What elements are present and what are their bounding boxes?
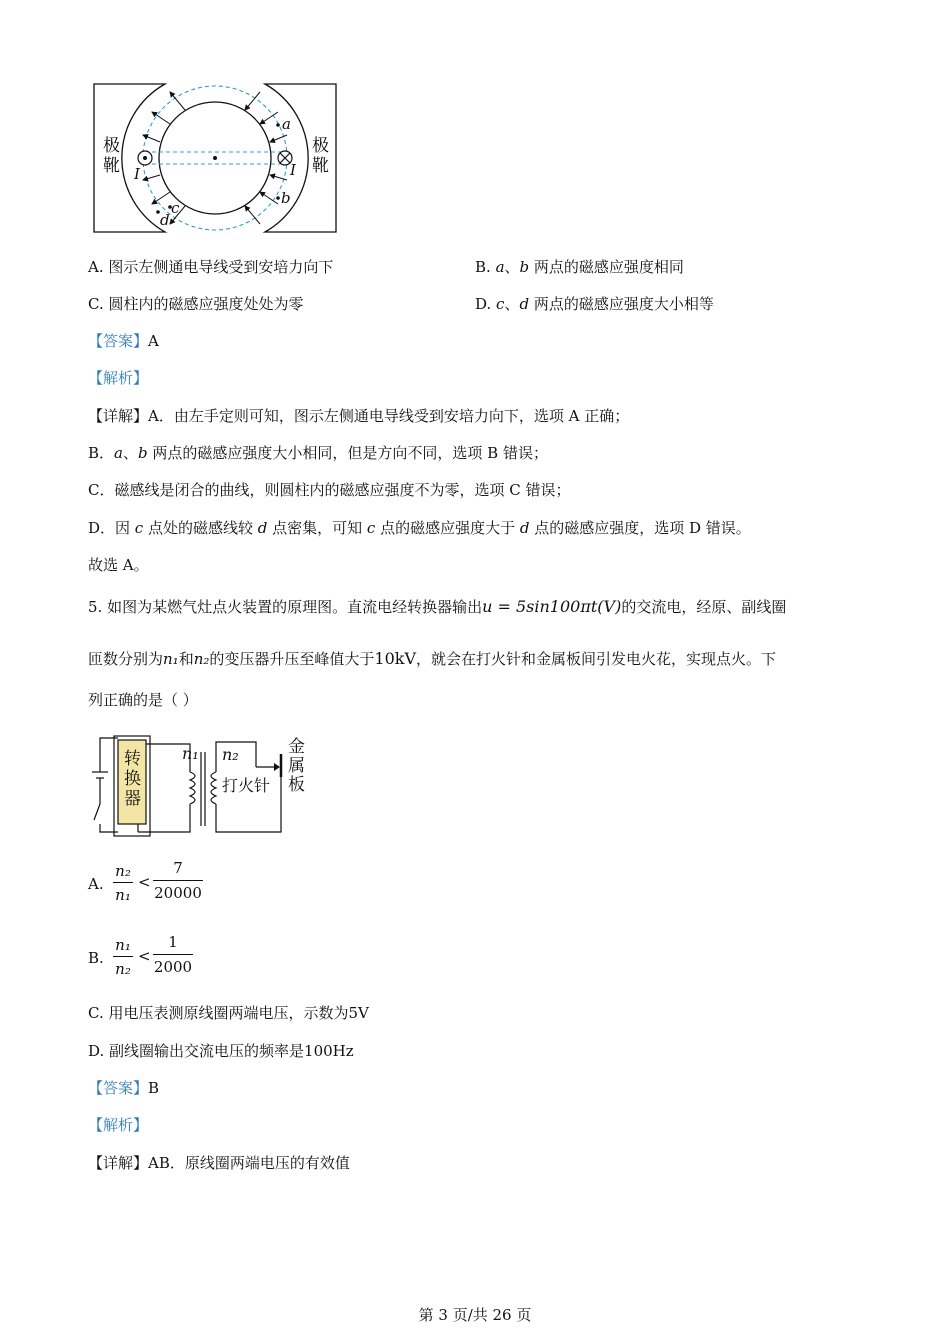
q5-option-d: D. 副线圈输出交流电压的频率是100Hz [88, 1042, 354, 1060]
plate-label-2: 属 [288, 756, 305, 776]
point-c-label: c [171, 199, 180, 217]
q5-option-c: C. 用电压表测原线圈两端电压，示数为5V [88, 1004, 369, 1022]
n2-coil-label: n₂ [222, 745, 239, 764]
q5-option-a-rhs-line [153, 880, 203, 881]
current-left-label: I [134, 165, 140, 183]
q4-answer: 【答案】A [88, 332, 159, 350]
q5-option-b-label: B. [88, 949, 104, 967]
point-d-label: d [160, 211, 170, 229]
q4-detail-c: C．磁感线是闭合的曲线，则圆柱内的磁感应强度不为零，选项 C 错误； [88, 481, 571, 499]
plate-label-3: 板 [288, 775, 305, 795]
q4-option-b: B. a、b 两点的磁感应强度相同 [475, 258, 684, 276]
right-pole-label-2: 靴 [312, 156, 329, 176]
q5-stem-line2: 匝数分别为n₁和n₂的变压器升压至峰值大于10kV，就会在打火针和金属板间引发电火花，实现点火。下 [88, 649, 777, 668]
q4-analysis-tag: 【解析】 [88, 369, 149, 387]
q5-option-b-rhs-num: 1 [168, 933, 178, 951]
plate-label-1: 金 [288, 737, 305, 757]
q4-option-d: D. c、d 两点的磁感应强度大小相等 [475, 295, 714, 313]
q4-detail-d: D．因 c 点处的磁感线较 d 点密集，可知 c 点的磁感应强度大于 d 点的磁感应强度，选项 D 错误。 [88, 519, 751, 537]
q5-analysis-tag: 【解析】 [88, 1116, 149, 1134]
converter-label-2: 换 [124, 769, 141, 789]
q5-option-b-rhs-den: 2000 [153, 958, 193, 976]
q5-stem-line1: 5. 如图为某燃气灶点火装置的原理图。直流电经转换器输出u = 5sin100πt(V)的交流电，经原、副线圈 [88, 597, 787, 616]
q5-option-a-frac-num: n₂ [115, 862, 131, 880]
converter-label-1: 转 [124, 749, 141, 769]
q4-option-a: A. 图示左侧通电导线受到安培力向下 [88, 258, 334, 276]
q5-option-b-frac-den: n₂ [115, 960, 131, 978]
right-pole-label-1: 极 [312, 136, 329, 156]
q5-option-a-frac-line [113, 882, 133, 883]
q4-detail-a: 【详解】A．由左手定则可知，图示左侧通电导线受到安培力向下，选项 A 正确； [88, 407, 630, 425]
q5-option-a-rhs-num: 7 [173, 859, 183, 877]
ignition-circuit-figure [88, 732, 318, 842]
q5-option-b-frac-num: n₁ [115, 936, 131, 954]
q5-option-a-op: < [138, 873, 151, 891]
left-pole-label-2: 靴 [103, 156, 120, 176]
q5-option-b-op: < [138, 947, 151, 965]
current-right-label: I [290, 161, 296, 179]
q5-option-b-frac-line [113, 956, 133, 957]
q5-stem-line3: 列正确的是（ ） [88, 691, 198, 709]
pole-shoe-figure [90, 80, 340, 240]
q5-option-a-label: A. [88, 875, 104, 893]
q5-answer: 【答案】B [88, 1079, 160, 1097]
q4-conclusion: 故选 A。 [88, 556, 149, 574]
n1-coil-label: n₁ [182, 744, 199, 763]
q5-detail: 【详解】AB．原线圈两端电压的有效值 [88, 1154, 350, 1172]
converter-label-3: 器 [124, 789, 141, 809]
point-a-label: a [282, 115, 291, 133]
q5-option-a-rhs-den: 20000 [154, 884, 202, 902]
q4-option-c: C. 圆柱内的磁感应强度处处为零 [88, 295, 304, 313]
left-pole-label-1: 极 [103, 136, 120, 156]
page-footer: 第 3 页/共 26 页 [418, 1306, 532, 1324]
q5-option-a-frac-den: n₁ [115, 886, 131, 904]
q4-detail-b: B．a、b 两点的磁感应强度大小相同，但是方向不同，选项 B 错误； [88, 444, 548, 462]
needle-label: 打火针 [222, 776, 271, 795]
q5-option-b-rhs-line [153, 954, 193, 955]
point-b-label: b [281, 189, 291, 207]
